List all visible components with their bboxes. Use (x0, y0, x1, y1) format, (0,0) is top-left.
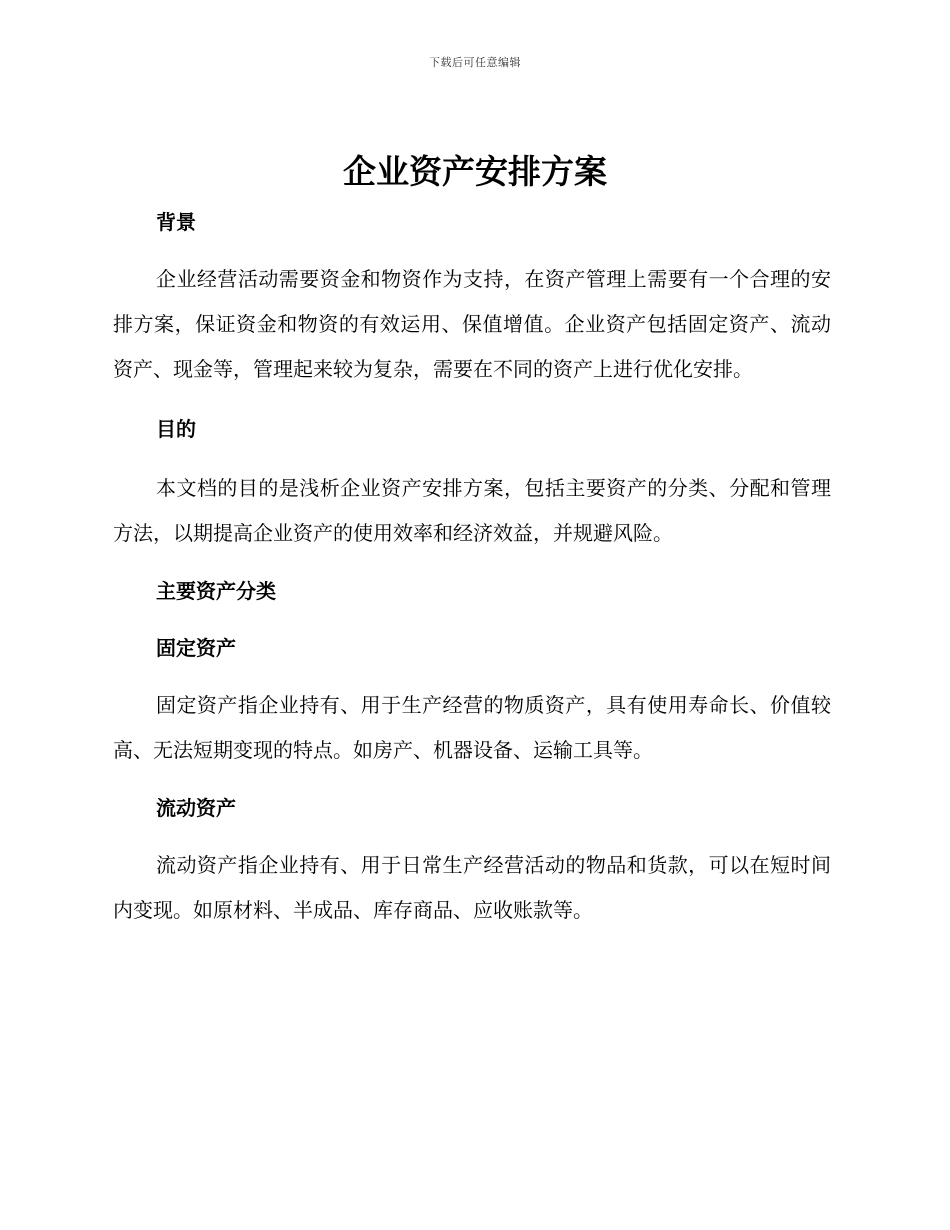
fixed-assets-paragraph-wrap (113, 683, 831, 773)
background-section (113, 200, 831, 244)
purpose-heading: 目的 (156, 417, 196, 441)
classification-section (113, 569, 831, 613)
background-paragraph-wrap (113, 257, 831, 392)
background-paragraph: 企业经营活动需要资金和物资作为支持，在资产管理上需要有一个合理的安排方案，保证资金和物资的有效运用、保值增值。企业资产包括固定资产、流动资产、现金等，管理起来较为复杂，需要在不同的资产上进行优化安排。 (113, 267, 831, 381)
current-assets-heading: 流动资产 (156, 796, 236, 820)
background-heading: 背景 (156, 210, 196, 234)
header-note: 下载后可任意编辑 (429, 56, 521, 69)
purpose-paragraph-wrap (113, 466, 831, 556)
purpose-section (113, 407, 831, 451)
current-assets-paragraph: 流动资产指企业持有、用于日常生产经营活动的物品和货款，可以在短时间内变现。如原材料、半成品、库存商品、应收账款等。 (113, 853, 831, 922)
fixed-assets-heading: 固定资产 (156, 636, 236, 660)
fixed-assets-paragraph: 固定资产指企业持有、用于生产经营的物质资产，具有使用寿命长、价值较高、无法短期变现的特点。如房产、机器设备、运输工具等。 (113, 693, 831, 762)
fixed-assets-section (113, 626, 831, 670)
classification-heading: 主要资产分类 (156, 579, 276, 603)
current-assets-section (113, 786, 831, 830)
purpose-paragraph: 本文档的目的是浅析企业资产安排方案，包括主要资产的分类、分配和管理方法，以期提高企业资产的使用效率和经济效益，并规避风险。 (113, 476, 831, 545)
current-assets-paragraph-wrap (113, 843, 831, 933)
document-body (113, 200, 831, 933)
document-title: 企业资产安排方案 (343, 152, 607, 191)
